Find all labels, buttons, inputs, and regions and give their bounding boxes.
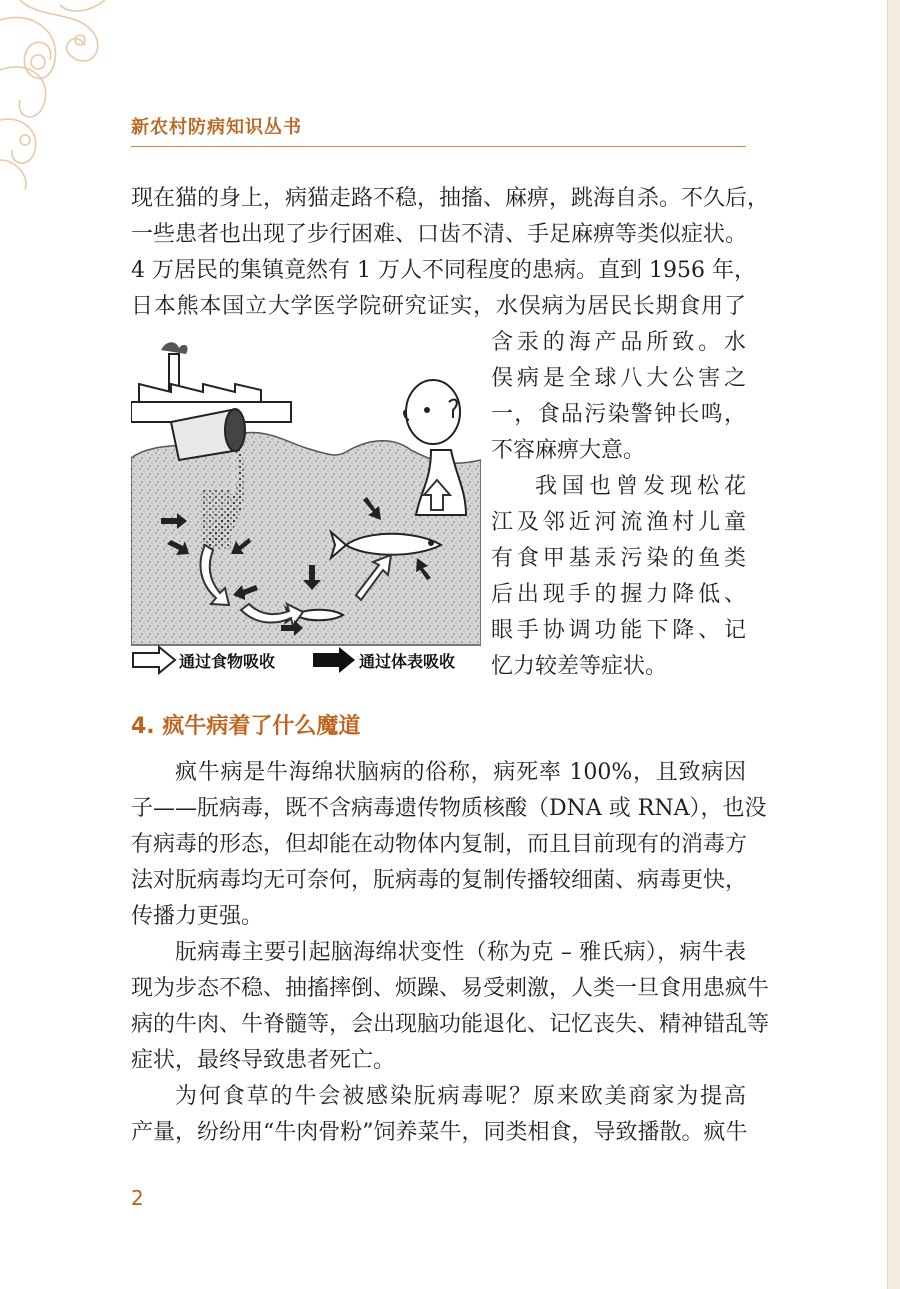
text-line: 传播力更强。 — [131, 904, 264, 929]
figure-legend — [133, 647, 455, 673]
text-line: 现在猫的身上，病猫走路不稳，抽搐、麻痹，跳海自杀。不久后， — [131, 186, 770, 211]
text-line: 含汞的海产品所致。水 — [491, 330, 746, 355]
legend-body-arrow-icon — [313, 647, 355, 673]
legend-food-arrow-icon — [133, 647, 175, 673]
mercury-absorption-illustration — [131, 340, 481, 675]
text-line: 一些患者也出现了步行困难、口齿不清、手足麻痹等类似症状。 — [131, 222, 748, 247]
text-line: 子——朊病毒，既不含病毒遗传物质核酸（DNA 或 RNA），也没 — [131, 796, 767, 821]
text-line: 不容麻痹大意。 — [491, 438, 646, 463]
text-line: 疯牛病是牛海绵状脑病的俗称，病死率 100%，且致病因 — [175, 760, 746, 785]
legend-food-label: 通过食物吸收 — [179, 652, 276, 671]
text-line: 我国也曾发现松花 — [535, 474, 746, 499]
text-line: 病的牛肉、牛脊髓等，会出现脑功能退化、记忆丧失、精神错乱等 — [131, 1012, 770, 1037]
text-line: 日本熊本国立大学医学院研究证实，水俣病为居民长期食用了 — [131, 294, 746, 319]
series-title: 新农村防病知识丛书 — [131, 117, 302, 138]
header-rule — [131, 146, 746, 147]
text-line: 有病毒的形态，但却能在动物体内复制，而且目前现有的消毒方 — [131, 832, 748, 857]
text-line: 法对朊病毒均无可奈何，朊病毒的复制传播较细菌、病毒更快， — [131, 868, 748, 893]
page-edge-line — [887, 0, 888, 1289]
page-edge-band — [888, 0, 900, 1289]
page-number: 2 — [131, 1186, 144, 1210]
text-line: 眼手协调功能下降、记 — [491, 618, 746, 643]
text-line: 后出现手的握力降低、 — [491, 582, 746, 607]
floral-corner-ornament — [0, 0, 115, 190]
text-line: 现为步态不稳、抽搐摔倒、烦躁、易受刺激，人类一旦食用患疯牛 — [131, 976, 770, 1001]
text-line: 朊病毒主要引起脑海绵状变性（称为克 – 雅氏病），病牛表 — [175, 940, 746, 965]
section-heading: 4. 疯牛病着了什么魔道 — [131, 714, 361, 739]
text-line: 有食甲基汞污染的鱼类 — [491, 546, 746, 571]
text-line: 俣病是全球八大公害之 — [491, 366, 746, 391]
text-line: 产量，纷纷用“牛肉骨粉”饲养菜牛，同类相食，导致播散。疯牛 — [131, 1120, 748, 1145]
text-line: 为何食草的牛会被感染朊病毒呢？原来欧美商家为提高 — [175, 1084, 746, 1109]
text-line: 忆力较差等症状。 — [491, 654, 668, 679]
legend-body-label: 通过体表吸收 — [359, 652, 456, 671]
text-line: 4 万居民的集镇竟然有 1 万人不同程度的患病。直到 1956 年， — [131, 258, 756, 283]
factory-icon — [131, 342, 291, 422]
text-line: 江及邻近河流渔村儿童 — [491, 510, 746, 535]
text-line: 一，食品污染警钟长鸣， — [491, 402, 746, 427]
text-line: 症状，最终导致患者死亡。 — [131, 1048, 396, 1073]
